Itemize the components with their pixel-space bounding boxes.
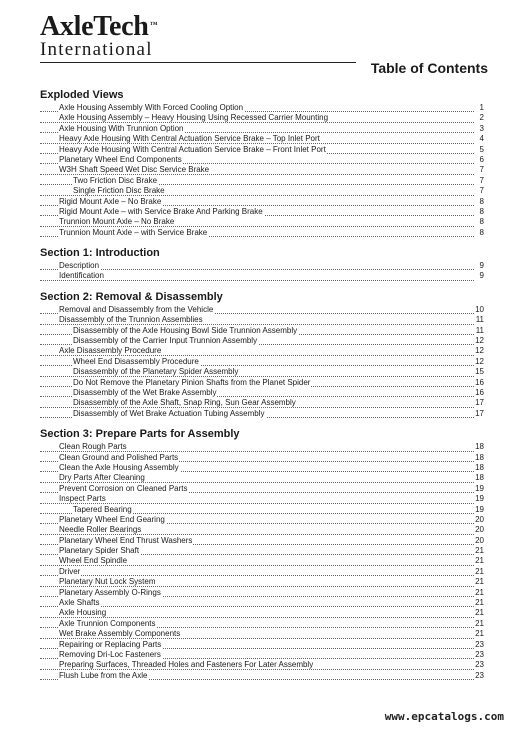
toc-entry-label: Disassembly of the Carrier Input Trunnion Assembly bbox=[73, 336, 258, 346]
toc-entry-label: Tapered Bearing bbox=[73, 504, 132, 514]
section-heading: Section 1: Introduction bbox=[40, 247, 160, 260]
toc-entry[interactable] bbox=[40, 409, 484, 419]
toc-entry-page: 20 bbox=[475, 535, 484, 545]
toc-entry[interactable] bbox=[40, 155, 484, 165]
toc-entry-label: Axle Housing With Trunnion Option bbox=[59, 123, 184, 133]
toc-entry-label: Description bbox=[59, 261, 100, 271]
toc-entry-page: 18 bbox=[475, 442, 484, 452]
toc-entry-page: 7 bbox=[479, 186, 484, 196]
toc-entry-label: Rigid Mount Axle – with Service Brake And Parking Brake bbox=[59, 206, 263, 216]
table-of-contents bbox=[40, 89, 484, 681]
toc-entry[interactable] bbox=[40, 261, 484, 271]
footer-url: www.epcatalogs.com bbox=[384, 710, 504, 723]
toc-entry-label: Clean Rough Parts bbox=[59, 442, 127, 452]
toc-entry[interactable] bbox=[40, 640, 484, 650]
toc-entry[interactable] bbox=[40, 473, 484, 483]
toc-entry-page: 18 bbox=[475, 462, 484, 472]
toc-entry[interactable] bbox=[40, 271, 484, 281]
logo-wordmark: AxleTech™ bbox=[40, 11, 158, 42]
toc-entry-page: 21 bbox=[475, 546, 484, 556]
toc-entry[interactable] bbox=[40, 113, 484, 123]
toc-entry-label: Planetary Wheel End Components bbox=[59, 154, 182, 164]
toc-entry-label: Single Friction Disc Brake bbox=[73, 186, 165, 196]
toc-entry[interactable] bbox=[40, 176, 484, 186]
toc-entry-label: Repairing or Replacing Parts bbox=[59, 639, 162, 649]
toc-entry-label: Disassembly of the Axle Housing Bowl Side Trunnion Assembly bbox=[73, 325, 298, 335]
toc-entry[interactable] bbox=[40, 505, 484, 515]
trademark-symbol: ™ bbox=[149, 20, 158, 29]
toc-entry-label: Heavy Axle Housing With Central Actuation Service Brake – Top Inlet Port bbox=[59, 134, 320, 144]
toc-entry-label: Disassembly of the Trunnion Assemblies bbox=[59, 315, 203, 325]
header-rule bbox=[40, 62, 356, 63]
toc-entry-page: 2 bbox=[479, 113, 484, 123]
toc-entry-page: 10 bbox=[475, 304, 484, 314]
toc-entry[interactable] bbox=[40, 124, 484, 134]
toc-entry-label: Wheel End Disassembly Procedure bbox=[73, 356, 199, 366]
toc-entry-label: Axle Trunnion Components bbox=[59, 618, 156, 628]
toc-entry-page: 7 bbox=[479, 175, 484, 185]
toc-entry[interactable] bbox=[40, 556, 484, 566]
toc-entry[interactable] bbox=[40, 388, 484, 398]
toc-entry-label: Two Friction Disc Brake bbox=[73, 175, 158, 185]
toc-entry[interactable] bbox=[40, 453, 484, 463]
toc-entry-label: Inspect Parts bbox=[59, 494, 106, 504]
toc-entry-label: Wheel End Spindle bbox=[59, 556, 128, 566]
toc-section bbox=[40, 291, 484, 419]
toc-entry[interactable] bbox=[40, 567, 484, 577]
toc-entry[interactable] bbox=[40, 650, 484, 660]
toc-entry-page: 11 bbox=[475, 315, 484, 325]
dot-leader bbox=[40, 269, 474, 270]
toc-entry-page: 23 bbox=[475, 670, 484, 680]
toc-entry-label: Flush Lube from the Axle bbox=[59, 670, 148, 680]
toc-entry-page: 5 bbox=[479, 144, 484, 154]
toc-entry-label: Planetary Wheel End Gearing bbox=[59, 514, 165, 524]
toc-entry-label: Driver bbox=[59, 566, 81, 576]
toc-entry-label: Disassembly of the Wet Brake Assembly bbox=[73, 387, 217, 397]
toc-entry[interactable] bbox=[40, 525, 484, 535]
toc-entry-label: Planetary Assembly O-Rings bbox=[59, 587, 161, 597]
toc-entry[interactable] bbox=[40, 207, 484, 217]
toc-entry-page: 12 bbox=[475, 356, 484, 366]
toc-entry[interactable] bbox=[40, 134, 484, 144]
toc-entry-page: 21 bbox=[475, 629, 484, 639]
page-title: Table of Contents bbox=[370, 60, 488, 76]
toc-entry-label: Axle Housing bbox=[59, 608, 107, 618]
toc-entry-page: 21 bbox=[475, 577, 484, 587]
toc-entry[interactable] bbox=[40, 326, 484, 336]
toc-entry[interactable] bbox=[40, 598, 484, 608]
toc-entry[interactable] bbox=[40, 660, 484, 670]
toc-entry-page: 3 bbox=[479, 123, 484, 133]
toc-entry-label: Clean Ground and Polished Parts bbox=[59, 452, 179, 462]
toc-entry-page: 16 bbox=[475, 387, 484, 397]
toc-entry-label: Axle Housing Assembly With Forced Cooling Option bbox=[59, 103, 244, 112]
toc-entry-page: 21 bbox=[475, 566, 484, 576]
toc-entry[interactable] bbox=[40, 608, 484, 618]
toc-entry-page: 19 bbox=[475, 504, 484, 514]
company-logo bbox=[40, 11, 158, 60]
toc-entry-label: Disassembly of Wet Brake Actuation Tubing Assembly bbox=[73, 408, 265, 418]
toc-entry-label: Axle Disassembly Procedure bbox=[59, 346, 162, 356]
toc-entry-label: Trunnion Mount Axle – No Brake bbox=[59, 217, 175, 227]
toc-entry-page: 12 bbox=[475, 346, 484, 356]
section-gap bbox=[40, 282, 484, 291]
toc-entry-page: 6 bbox=[479, 154, 484, 164]
toc-entry-page: 21 bbox=[475, 587, 484, 597]
toc-entry-page: 4 bbox=[479, 134, 484, 144]
toc-entry-page: 8 bbox=[479, 227, 484, 237]
toc-entry[interactable] bbox=[40, 536, 484, 546]
dot-leader bbox=[40, 280, 474, 281]
toc-entry-label: Axle Shafts bbox=[59, 598, 100, 608]
toc-section bbox=[40, 247, 484, 282]
toc-entry-label: W3H Shaft Speed Wet Disc Service Brake bbox=[59, 165, 210, 175]
section-gap bbox=[40, 419, 484, 428]
section-heading: Exploded Views bbox=[40, 89, 124, 101]
logo-subtitle: International bbox=[40, 39, 153, 60]
toc-entry-label: Dry Parts After Cleaning bbox=[59, 473, 145, 483]
toc-entry-label: Planetary Wheel End Thrust Washers bbox=[59, 535, 193, 545]
toc-entry-page: 21 bbox=[475, 608, 484, 618]
toc-entry[interactable] bbox=[40, 315, 484, 325]
toc-entry-page: 23 bbox=[475, 649, 484, 659]
toc-entry-page: 21 bbox=[475, 618, 484, 628]
toc-entry-label: Clean the Axle Housing Assembly bbox=[59, 462, 179, 472]
toc-entry-label: Identification bbox=[59, 271, 104, 281]
toc-entry-page: 1 bbox=[479, 103, 484, 112]
toc-entry-page: 18 bbox=[475, 473, 484, 483]
toc-entry[interactable] bbox=[40, 367, 484, 377]
toc-entry-page: 23 bbox=[475, 660, 484, 670]
toc-entry-label: Preparing Surfaces, Threaded Holes and Fasteners For Later Assembly bbox=[59, 660, 314, 670]
toc-entry[interactable] bbox=[40, 629, 484, 639]
toc-entry-label: Heavy Axle Housing With Central Actuation Service Brake – Front Inlet Port bbox=[59, 144, 326, 154]
toc-entry[interactable] bbox=[40, 378, 484, 388]
toc-entry[interactable] bbox=[40, 588, 484, 598]
toc-entry[interactable] bbox=[40, 577, 484, 587]
toc-entry-label: Planetary Nut Lock System bbox=[59, 577, 156, 587]
toc-entry-label: Rigid Mount Axle – No Brake bbox=[59, 196, 162, 206]
toc-entry-page: 19 bbox=[475, 483, 484, 493]
toc-entry-label: Disassembly of the Axle Shaft, Snap Ring, Sun Gear Assembly bbox=[73, 398, 296, 408]
toc-entry-page: 23 bbox=[475, 639, 484, 649]
toc-entry-page: 21 bbox=[475, 598, 484, 608]
toc-entry[interactable] bbox=[40, 145, 484, 155]
toc-entry-page: 8 bbox=[479, 196, 484, 206]
toc-entry-page: 8 bbox=[479, 217, 484, 227]
toc-entry-label: Needle Roller Bearings bbox=[59, 525, 142, 535]
toc-entry-label: Prevent Corrosion on Cleaned Parts bbox=[59, 483, 188, 493]
toc-entry[interactable] bbox=[40, 103, 484, 113]
toc-entry[interactable] bbox=[40, 197, 484, 207]
toc-entry-page: 15 bbox=[475, 367, 484, 377]
toc-entry[interactable] bbox=[40, 165, 484, 175]
section-heading: Section 3: Prepare Parts for Assembly bbox=[40, 428, 240, 441]
toc-entry-page: 9 bbox=[479, 261, 484, 271]
toc-entry-label: Do Not Remove the Planetary Pinion Shafts from the Planet Spider bbox=[73, 377, 311, 387]
section-gap bbox=[40, 238, 484, 247]
toc-entry-page: 20 bbox=[475, 514, 484, 524]
toc-entry[interactable] bbox=[40, 546, 484, 556]
toc-entry-label: Removal and Disassembly from the Vehicle bbox=[59, 304, 214, 314]
toc-entry-page: 21 bbox=[475, 556, 484, 566]
toc-entry[interactable] bbox=[40, 484, 484, 494]
toc-entry[interactable] bbox=[40, 186, 484, 196]
toc-entry-label: Planetary Spider Shaft bbox=[59, 546, 140, 556]
toc-entry[interactable] bbox=[40, 305, 484, 315]
toc-entry-page: 12 bbox=[475, 336, 484, 346]
toc-entry[interactable] bbox=[40, 336, 484, 346]
toc-entry[interactable] bbox=[40, 463, 484, 473]
toc-entry-page: 17 bbox=[475, 398, 484, 408]
toc-entry[interactable] bbox=[40, 217, 484, 227]
toc-entry[interactable] bbox=[40, 398, 484, 408]
toc-entry[interactable] bbox=[40, 619, 484, 629]
toc-entry-label: Wet Brake Assembly Components bbox=[59, 629, 181, 639]
toc-entry-page: 9 bbox=[479, 271, 484, 281]
toc-entry-label: Trunnion Mount Axle – with Service Brake bbox=[59, 227, 208, 237]
toc-entry-page: 19 bbox=[475, 494, 484, 504]
toc-entry-label: Disassembly of the Planetary Spider Assembly bbox=[73, 367, 239, 377]
toc-entry[interactable] bbox=[40, 515, 484, 525]
toc-section bbox=[40, 89, 484, 238]
toc-entry[interactable] bbox=[40, 346, 484, 356]
toc-entry-label: Axle Housing Assembly – Heavy Housing Using Recessed Carrier Mounting bbox=[59, 113, 329, 123]
toc-entry-page: 7 bbox=[479, 165, 484, 175]
toc-entry-page: 8 bbox=[479, 206, 484, 216]
toc-entry[interactable] bbox=[40, 357, 484, 367]
toc-section bbox=[40, 428, 484, 681]
toc-entry[interactable] bbox=[40, 494, 484, 504]
toc-entry-page: 18 bbox=[475, 452, 484, 462]
toc-entry-page: 17 bbox=[475, 408, 484, 418]
toc-entry[interactable] bbox=[40, 442, 484, 452]
section-heading: Section 2: Removal & Disassembly bbox=[40, 290, 223, 303]
toc-entry-page: 16 bbox=[475, 377, 484, 387]
toc-entry-page: 11 bbox=[475, 325, 484, 335]
toc-entry-label: Removing Dri-Loc Fasteners bbox=[59, 649, 161, 659]
toc-entry-page: 20 bbox=[475, 525, 484, 535]
toc-entry[interactable] bbox=[40, 671, 484, 681]
toc-entry[interactable] bbox=[40, 228, 484, 238]
